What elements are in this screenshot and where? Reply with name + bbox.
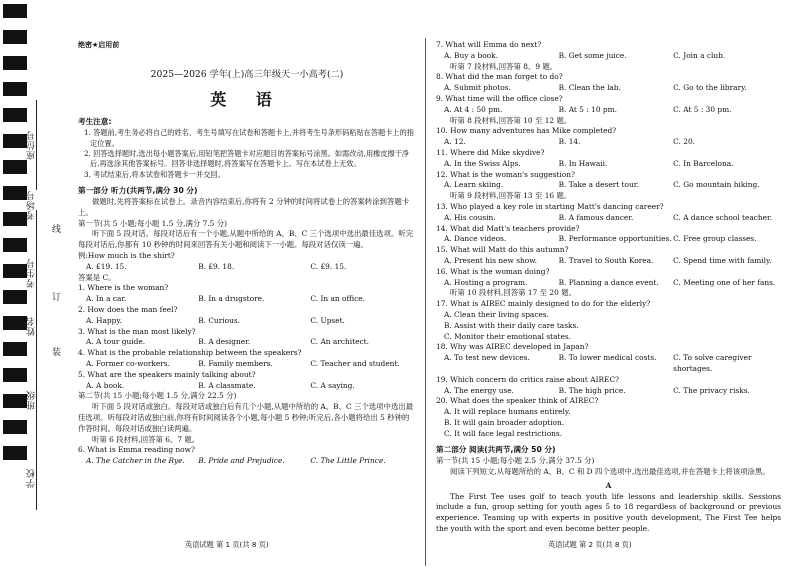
page-footer: 英语试题 第 1 页(共 8 页): [185, 540, 269, 549]
option: C. A dance school teacher.: [673, 212, 773, 222]
question-options: [436, 386, 781, 397]
page-divider: [425, 38, 426, 566]
question-stem: 11. Where did Mike skydive?: [436, 147, 545, 157]
question-stem: 15. What will Matt do this autumn?: [436, 245, 569, 255]
audio-instruction: 听第 9 段材料,回答第 13 至 16 题。: [450, 191, 572, 201]
binding-label-examinee-no: 考生号: [27, 258, 37, 288]
option: B. Family members.: [198, 358, 273, 368]
question-stem: 16. What is the woman doing?: [436, 266, 550, 276]
question-options: [436, 105, 781, 116]
question-options: [78, 359, 416, 370]
option: C. Join a club.: [673, 50, 726, 60]
option: A. Buy a book.: [444, 50, 498, 60]
question-stem: 18. Why was AIREC developed in Japan?: [436, 342, 589, 352]
section1-intro: 听下面 5 段对话。每段对话后有一个小题,从题中所给的 A、B、C 三个选项中选出最佳选项。听完每段对话后,你都有 10 秒钟的时间来回答有关小题和阅读下一小题。每段对话仅读一遍。: [78, 229, 414, 250]
option: C. Upset.: [310, 315, 345, 325]
option: C. In Barcelona.: [673, 158, 734, 168]
question-stem: 14. What did Matt's teachers provide?: [436, 223, 580, 233]
question-options: [78, 316, 416, 327]
part2-heading: 第二部分 阅读(共两节,满分 50 分): [436, 445, 556, 455]
option: C. Meeting one of her fans.: [673, 277, 776, 287]
option: B. Get some juice.: [558, 50, 627, 60]
option: B. Clean the lab.: [558, 83, 621, 93]
binding-stripe: [3, 446, 27, 460]
binding-label-name: 姓名: [27, 316, 37, 336]
option: B. At 5 : 10 pm.: [558, 104, 617, 114]
option: B. To lower medical costs.: [558, 353, 657, 363]
question-options: [436, 256, 781, 267]
part2-section1-heading: 第一节(共 15 小题;每小题 2.5 分,满分 37.5 分): [436, 456, 595, 466]
question-options: [436, 159, 781, 170]
question-options: [436, 137, 781, 148]
part1-heading: 第一部分 听力(共两节,满分 30 分): [78, 186, 198, 196]
cut-word-staple: 装: [52, 348, 62, 358]
question-stem: 3. What is the man most likely?: [78, 326, 196, 336]
part2-intro: 阅读下列短文,从每题所给的 A、B、C 和 D 四个选项中,选出最佳选项,并在答题卡上将该项涂黑。: [450, 467, 770, 477]
note-2: 2. 回答选择题时,选出每小题答案后,用铅笔把答题卡对应题目的答案标号涂黑。如需改动,用橡皮擦干净后,再选涂其他答案标号。回答非选择题时,将答案写在答题卡上。写在本试卷上无效。: [84, 149, 410, 169]
example-question: 例:How much is the shirt?: [78, 251, 175, 260]
binding-stripe: [3, 160, 27, 174]
page-footer: 英语试题 第 2 页(共 8 页): [548, 540, 632, 549]
option: A. 12.: [444, 137, 466, 147]
binding-stripe: [3, 238, 27, 252]
question-options: [436, 180, 781, 191]
question-stem: 1. Where is the woman?: [78, 283, 169, 293]
option: C. Monitor their emotional states.: [444, 331, 572, 341]
option: A. Former co-workers.: [86, 358, 170, 368]
audio-instruction: 听第 6 段材料,回答第 6、7 题。: [92, 434, 200, 444]
binding-label-room: 考场号: [27, 190, 37, 220]
binding-stripe: [3, 4, 27, 18]
option: C. An architect.: [310, 337, 369, 347]
question-stem: 6. What is Emma reading now?: [78, 445, 195, 455]
question-options: [436, 83, 781, 94]
option: B. In Hawaii.: [558, 158, 608, 168]
subject-title: 英 语: [210, 89, 284, 109]
option: A. To test new devices.: [444, 353, 530, 363]
option: A. Clean their living spaces.: [444, 309, 549, 319]
binding-stripe: [3, 212, 27, 226]
question-list: [436, 40, 781, 439]
option: A. Happy.: [86, 315, 122, 325]
cut-word-line: 线: [52, 225, 62, 235]
binding-stripe: [3, 394, 27, 408]
option: B. The high price.: [558, 385, 626, 395]
option: B. Assist with their daily care tasks.: [444, 320, 579, 330]
option: A. Present his new show.: [444, 255, 538, 265]
binding-stripe: [3, 82, 27, 96]
option: C. A saying.: [310, 380, 355, 390]
option: A. At 4 : 50 pm.: [444, 104, 503, 114]
option: C. At 5 : 30 pm.: [673, 104, 732, 114]
audio-instruction: 听第 10 段材料,回答第 17 至 20 题。: [450, 288, 576, 298]
option: B. Curious.: [198, 315, 240, 325]
binding-stripe: [3, 186, 27, 200]
binding-stripe: [3, 264, 27, 278]
option: A. The energy use.: [444, 385, 515, 395]
binding-label-school: 学校: [27, 468, 37, 488]
binding-stripe: [3, 56, 27, 70]
question-options: [78, 337, 416, 348]
notes-heading: 考生注意:: [78, 117, 112, 127]
option: C. In an office.: [310, 294, 365, 304]
option: C. 20.: [673, 137, 695, 147]
option: B. A designer.: [198, 337, 251, 347]
option: C. It will face legal restrictions.: [444, 428, 563, 438]
section1-heading: 第一节(共 5 小题;每小题 1.5 分,满分 7.5 分): [78, 218, 227, 228]
question-stem: 9. What time will the office close?: [436, 93, 563, 103]
question-stem: 12. What is the woman's suggestion?: [436, 169, 575, 179]
option: B. It will gain broader adoption.: [444, 417, 565, 427]
question-stem: 10. How many adventures has Mike completed?: [436, 126, 617, 136]
question-stem: 4. What is the probable relationship between the speakers?: [78, 348, 302, 358]
option: C. To solve caregiver shortages.: [673, 353, 752, 373]
option: C. £9. 15.: [310, 261, 347, 271]
option: C. Free group classes.: [673, 234, 757, 244]
question-stem: 13. Who played a key role in starting Matt's dancing career?: [436, 201, 664, 211]
binding-label-seat: 座位号: [27, 130, 37, 160]
option: C. The privacy risks.: [673, 385, 750, 395]
option: C. Go to the library.: [673, 83, 747, 93]
passage-label: A: [605, 480, 612, 490]
option: A. A tour guide.: [86, 337, 146, 347]
option: A. Dance videos.: [444, 234, 507, 244]
binding-line: [36, 210, 37, 510]
exam-title: 2025—2026 学年(上)高三年级天一小高考(二): [150, 68, 344, 80]
option: A. £19. 15.: [86, 261, 127, 271]
option: A. In the Swiss Alps.: [444, 158, 521, 168]
option: C. Teacher and student.: [310, 358, 400, 368]
option: B. £9. 18.: [198, 261, 235, 271]
question-options: [436, 234, 781, 245]
note-1: 1. 答题前,考生务必将自己的姓名、考生号填写在试卷和答题卡上,并将考生号条形码粘贴在答题卡上的指定位置。: [84, 128, 414, 148]
question-stem: 2. How does the man feel?: [78, 304, 178, 314]
right-page: [436, 40, 781, 535]
audio-instruction: 听第 7 段材料,回答第 8、9 题。: [450, 61, 558, 71]
binding-stripe: [3, 108, 27, 122]
question-options: [78, 456, 416, 467]
cut-word-bind: 订: [52, 293, 62, 303]
passage-text: The First Tee uses golf to teach youth life lessons and leadership skills. Sessions include a fun, group setting for youth ages 5 to 18 regardless of background or previous experience. Teaming up with experts in positive youth development, The First Tee helps the youth with the sport and even become better people.: [436, 491, 781, 534]
option: A. In a car.: [86, 294, 127, 304]
question-options: [436, 310, 781, 342]
question-options: [436, 278, 781, 289]
option: C. Spend time with family.: [673, 255, 772, 265]
binding-stripe: [3, 368, 27, 382]
option: A. A book.: [86, 380, 125, 390]
option: B. Take a desert tour.: [558, 180, 639, 190]
binding-stripe: [3, 290, 27, 304]
example-answer: 答案是 C。: [78, 272, 116, 282]
option: B. Planning a dance event.: [558, 277, 659, 287]
option: C. The Little Prince.: [310, 456, 386, 466]
question-stem: 20. What does the speaker think of AIREC?: [436, 396, 599, 406]
option: B. Pride and Prejudice.: [198, 456, 285, 466]
option: B. 14.: [558, 137, 581, 147]
question-options: [436, 213, 781, 224]
binding-label-class: 班级: [27, 390, 37, 410]
binding-stripe: [3, 342, 27, 356]
question-stem: 17. What is AIREC mainly designed to do for the elderly?: [436, 299, 651, 309]
option: B. A classmate.: [198, 380, 256, 390]
option: A. His cousin.: [444, 212, 496, 222]
question-stem: 19. Which concern do critics raise about AIREC?: [436, 374, 620, 384]
option: A. It will replace humans entirely.: [444, 407, 571, 417]
question-options: [78, 381, 416, 392]
option: B. Travel to South Korea.: [558, 255, 654, 265]
binding-stripe: [3, 30, 27, 44]
example-options: [78, 262, 416, 273]
option: A. Hosting a program.: [444, 277, 528, 287]
question-stem: 8. What did the man forget to do?: [436, 72, 563, 82]
section2-intro: 听下面 5 段对话或独白。每段对话或独白后有几个小题,从题中所给的 A、B、C 三个选项中选出最佳选项。听每段对话或独白前,你将有时间阅读各个小题,每小题 5 秒钟;听完后,各小题将给出 5 秒钟的作答时间。每段对话或独白读两遍。: [78, 402, 414, 433]
section2-heading: 第二节(共 15 小题;每小题 1.5 分,满分 22.5 分): [78, 391, 237, 401]
question-options: [78, 294, 416, 305]
question-list: [78, 283, 416, 391]
binding-stripe: [3, 316, 27, 330]
option: C. Go mountain hiking.: [673, 180, 760, 190]
option: A. Submit photos.: [444, 83, 511, 93]
question-options: [436, 407, 781, 439]
option: A. Learn skiing.: [444, 180, 504, 190]
option: B. In a drugstore.: [198, 294, 265, 304]
option: B. Performance opportunities.: [558, 234, 672, 244]
left-page: [78, 40, 416, 467]
question-stem: 5. What are the speakers mainly talking about?: [78, 369, 256, 379]
note-3: 3. 考试结束后,将本试卷和答题卡一并交回。: [84, 169, 225, 179]
option: A. The Catcher in the Rye.: [86, 456, 185, 466]
option: B. A famous dancer.: [558, 212, 634, 222]
audio-instruction: 听第 8 段材料,回答第 10 至 12 题。: [450, 115, 572, 125]
secret-mark: 绝密★启用前: [78, 41, 120, 49]
binding-stripe: [3, 134, 27, 148]
binding-stripe: [3, 420, 27, 434]
question-options: [436, 353, 781, 375]
question-options: [436, 51, 781, 62]
part1-intro: 做题时,先将答案标在试卷上。录音内容结束后,你将有 2 分钟的时间将试卷上的答案转涂到答题卡上。: [78, 197, 410, 217]
question-stem: 7. What will Emma do next?: [436, 40, 542, 49]
